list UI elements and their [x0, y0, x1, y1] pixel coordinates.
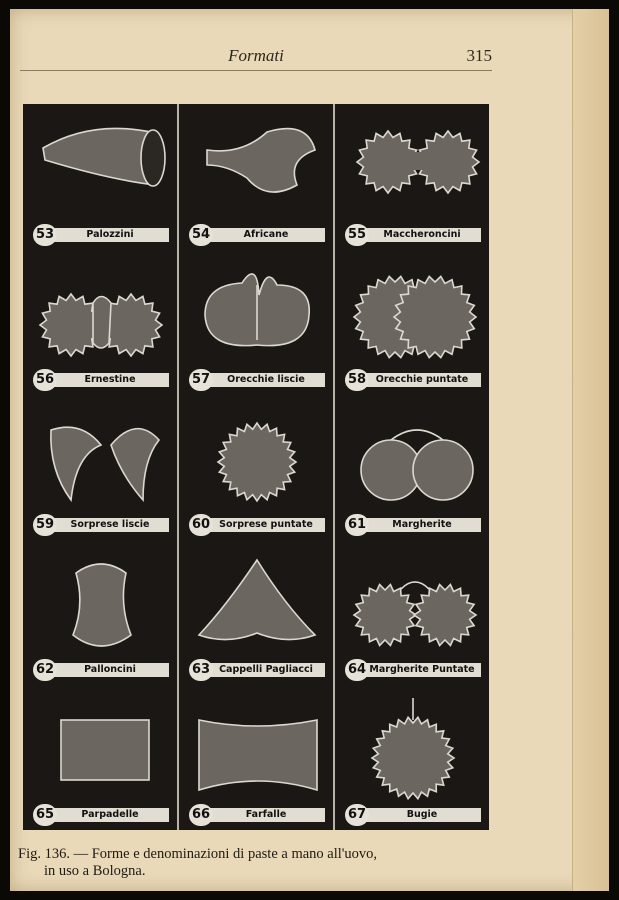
pasta-cell-61 [335, 394, 490, 539]
pasta-shape-round-ruffle [343, 690, 483, 800]
pasta-name: Sorprese liscie [51, 518, 169, 532]
figure-caption [18, 846, 498, 880]
pasta-number-badge: 59 [33, 514, 57, 536]
pasta-label [335, 367, 490, 393]
pasta-shape-hat [187, 545, 327, 655]
pasta-shape-pinched-ruffle [343, 110, 483, 220]
pasta-cell-57 [179, 249, 334, 394]
pasta-label [179, 802, 334, 828]
pasta-cell-54 [179, 104, 334, 249]
pasta-name: Parpadelle [51, 808, 169, 822]
pasta-label [335, 657, 490, 683]
pasta-name: Palloncini [51, 663, 169, 677]
pasta-cell-59 [23, 394, 178, 539]
pasta-shape-tube [31, 110, 171, 220]
pasta-label [179, 222, 334, 248]
pasta-shape-drop-ruffle [187, 400, 327, 510]
pasta-label [179, 512, 334, 538]
pasta-name: Palozzini [51, 228, 169, 242]
caption-line-1: Fig. 136. — Forme e denominazioni di paste a mano all'uovo, [18, 846, 378, 862]
pasta-shape-ear-ruffle [343, 255, 483, 365]
pasta-label [23, 512, 178, 538]
pasta-number-badge: 58 [345, 369, 369, 391]
pasta-shape-twist [187, 110, 327, 220]
page-edge [572, 9, 609, 891]
pasta-number-badge: 63 [189, 659, 213, 681]
pasta-cell-64 [335, 539, 490, 684]
pasta-cell-56 [23, 249, 178, 394]
pasta-shape-cones [31, 400, 171, 510]
pasta-cell-65 [23, 684, 178, 829]
pasta-cell-67 [335, 684, 490, 829]
pasta-label [179, 657, 334, 683]
pasta-number-badge: 57 [189, 369, 213, 391]
pasta-cell-58 [335, 249, 490, 394]
pasta-label [23, 657, 178, 683]
pasta-number-badge: 67 [345, 804, 369, 826]
pasta-name: Maccheroncini [363, 228, 481, 242]
pasta-cell-53 [23, 104, 178, 249]
pasta-cell-66 [179, 684, 334, 829]
pasta-name: Cappelli Pagliacci [207, 663, 325, 677]
pasta-shape-square-ruffle [31, 690, 171, 800]
pasta-number-badge: 65 [33, 804, 57, 826]
caption-line-2: in uso a Bologna. [44, 863, 146, 879]
pasta-label [179, 367, 334, 393]
pasta-number-badge: 60 [189, 514, 213, 536]
pasta-name: Africane [207, 228, 325, 242]
pasta-number-badge: 54 [189, 224, 213, 246]
pasta-shape-double-circle [343, 400, 483, 510]
pasta-name: Orecchie liscie [207, 373, 325, 387]
pasta-name: Orecchie puntate [363, 373, 481, 387]
running-head-title: Formati [228, 46, 284, 65]
pasta-label [335, 512, 490, 538]
pasta-label [23, 222, 178, 248]
pasta-cell-63 [179, 539, 334, 684]
pasta-shape-ear-smooth [187, 255, 327, 365]
pasta-label [23, 367, 178, 393]
pasta-number-badge: 64 [345, 659, 369, 681]
pasta-number-badge: 62 [33, 659, 57, 681]
pasta-label [335, 222, 490, 248]
pasta-name: Farfalle [207, 808, 325, 822]
pasta-label [335, 802, 490, 828]
pasta-number-badge: 56 [33, 369, 57, 391]
pasta-name: Ernestine [51, 373, 169, 387]
pasta-number-badge: 66 [189, 804, 213, 826]
running-head [20, 46, 492, 71]
pasta-name: Sorprese puntate [207, 518, 325, 532]
pasta-name: Margherite [363, 518, 481, 532]
pasta-number-badge: 55 [345, 224, 369, 246]
pasta-number-badge: 61 [345, 514, 369, 536]
pasta-cell-60 [179, 394, 334, 539]
pasta-label [23, 802, 178, 828]
pasta-number-badge: 53 [33, 224, 57, 246]
page-number: 315 [466, 46, 492, 65]
pasta-figure-plate [23, 104, 489, 830]
pasta-shape-bow-ruffle [31, 255, 171, 365]
pasta-cell-62 [23, 539, 178, 684]
pasta-name: Bugie [363, 808, 481, 822]
pasta-shape-bag [31, 545, 171, 655]
pasta-cell-55 [335, 104, 490, 249]
pasta-name: Margherite Puntate [363, 663, 481, 677]
pasta-shape-butterfly [187, 690, 327, 800]
pasta-shape-double-circle-ruffle [343, 545, 483, 655]
